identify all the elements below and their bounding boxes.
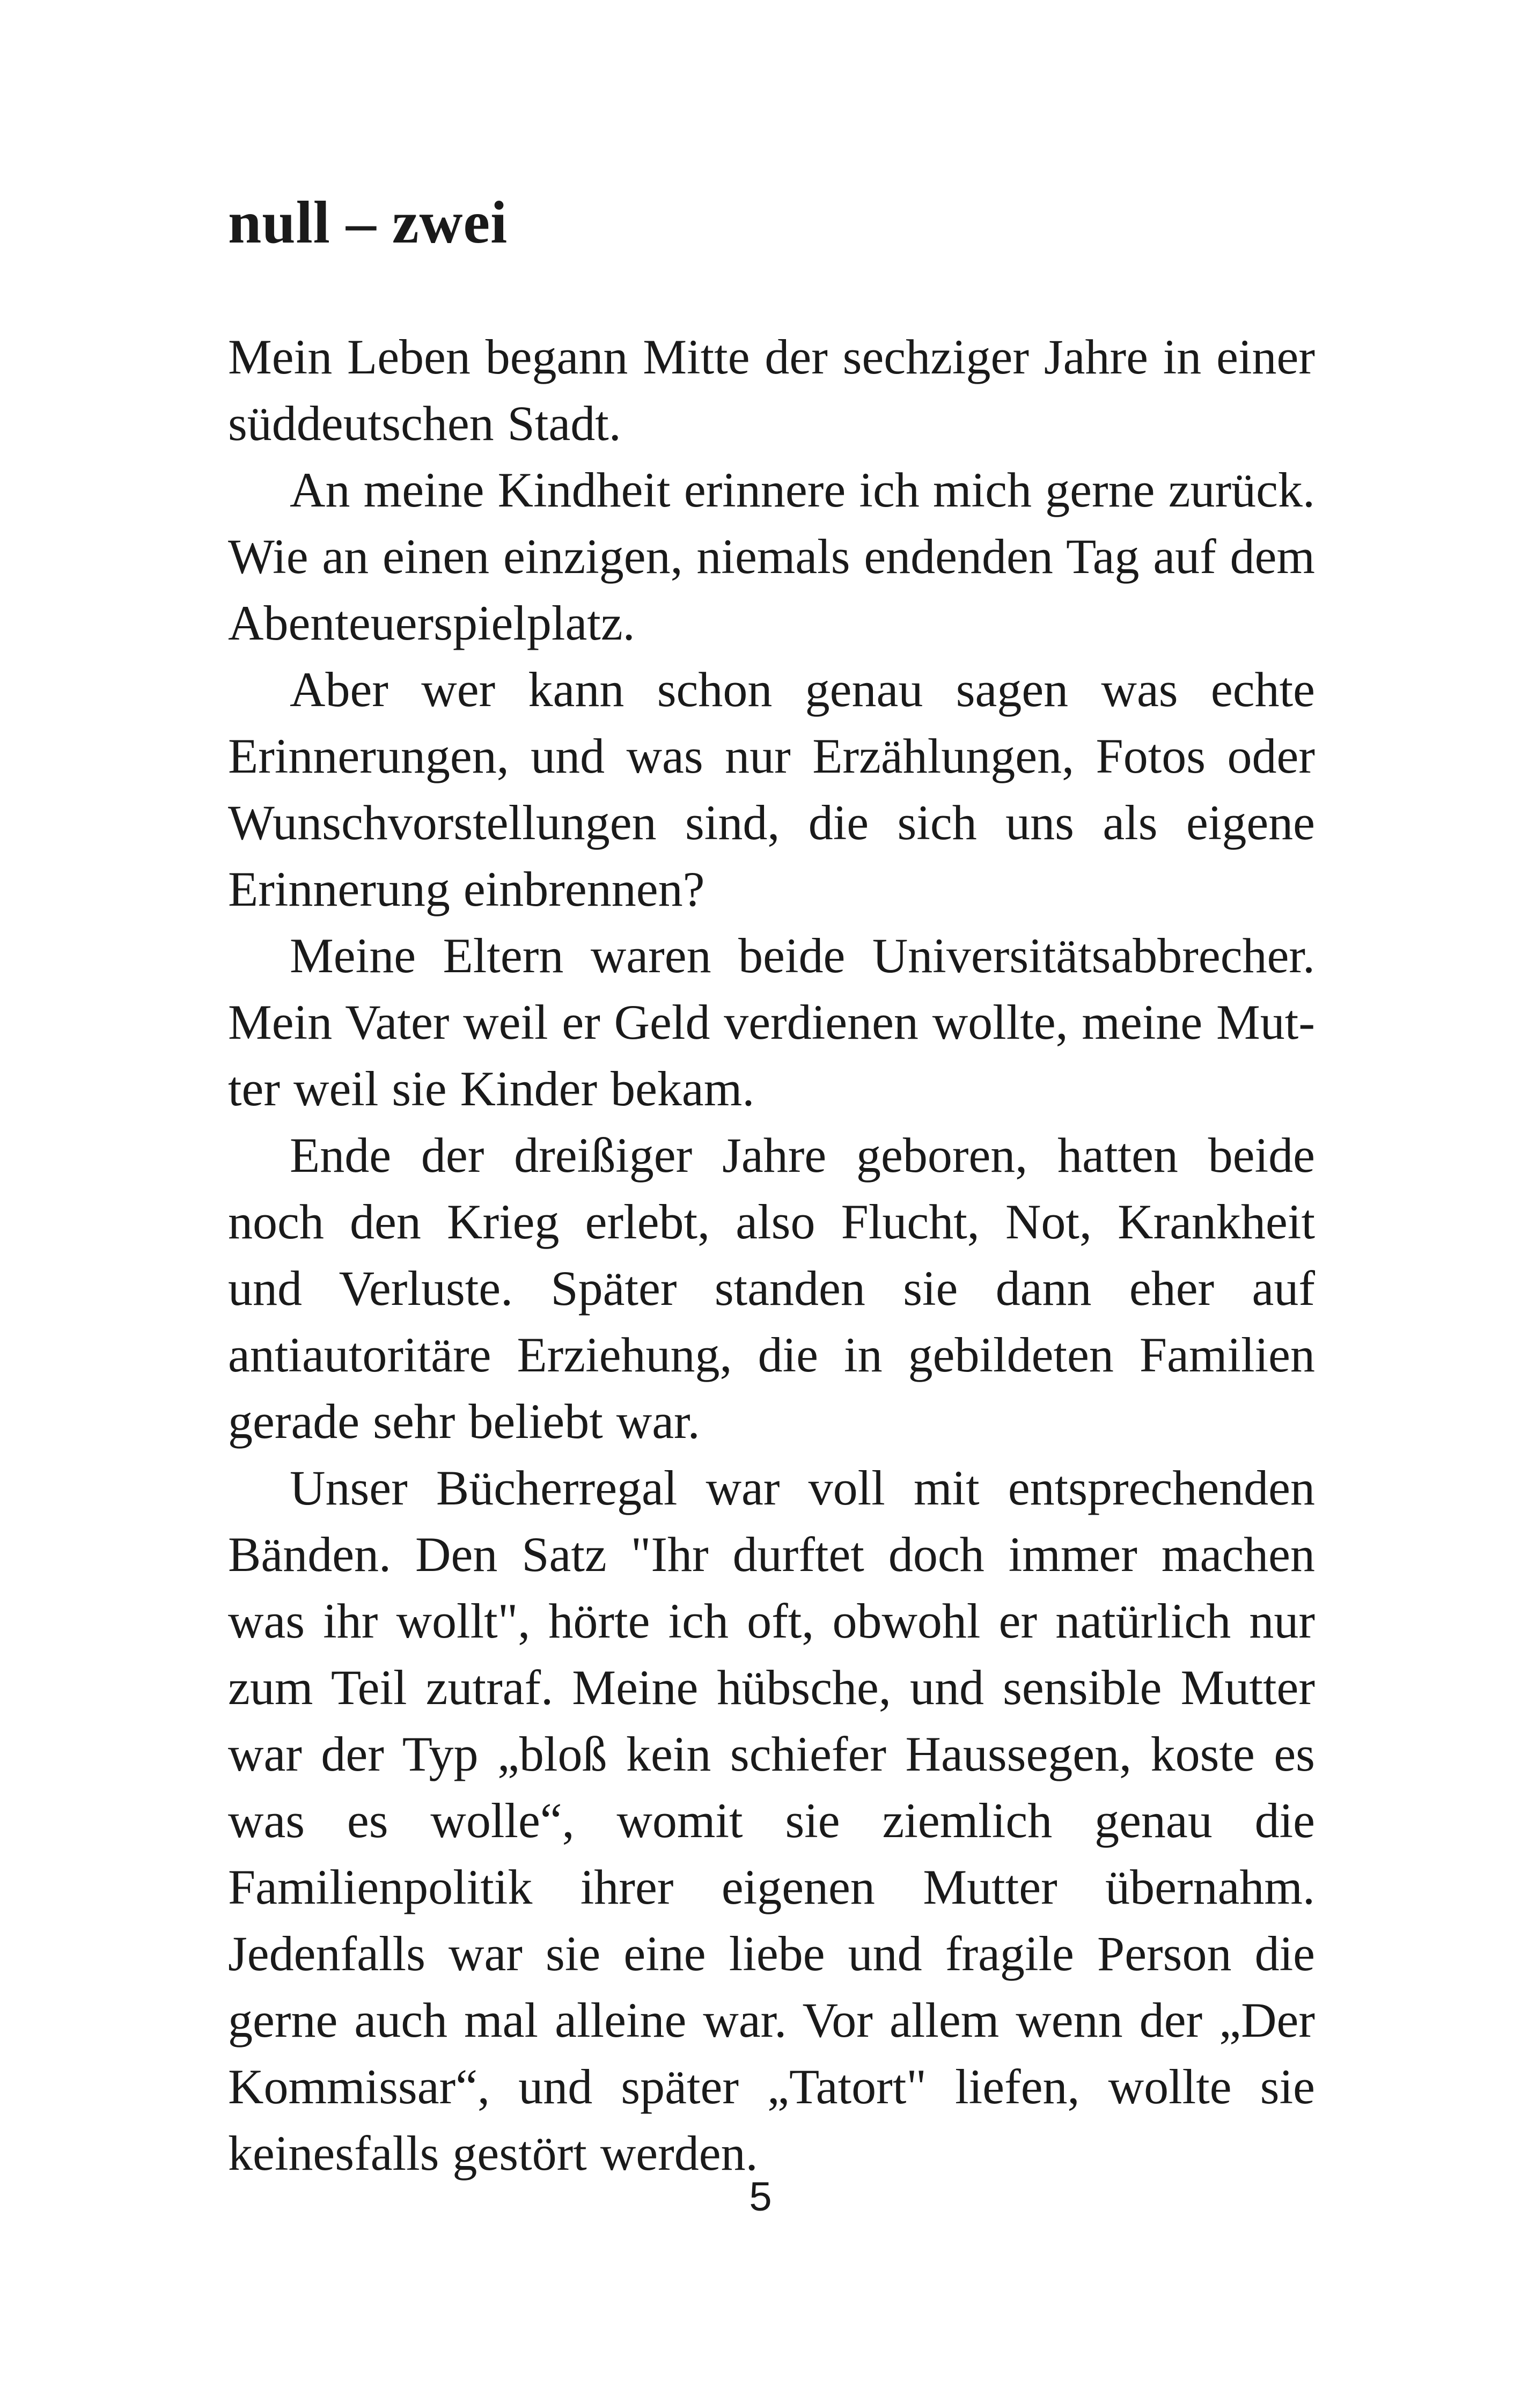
paragraph-3: Aber wer kann schon genau sagen was echte Erinnerungen, und was nur Erzählungen, Fotos oder Wunschvorstellungen sind, die sich uns als eigene Erinnerung einbrennen? [228, 662, 1315, 916]
chapter-title: null – zwei [228, 189, 508, 256]
paragraph-5: Ende der dreißiger Jahre geboren, hatten beide noch den Krieg erlebt, also Flucht, Not, Krankheit und Verluste. Später standen sie dann eher auf antiautoritäre Erziehung, die in gebildeten Familien gerade sehr beliebt war. [228, 1128, 1315, 1449]
chapter-body [228, 324, 1315, 2186]
paragraph-1: Mein Leben begann Mitte der sechziger Jahre in einer süddeutschen Stadt. [228, 329, 1315, 451]
page-number: 5 [749, 2174, 772, 2220]
paragraph-2: An meine Kindheit erinnere ich mich gerne zurück. Wie an einen einzigen, niemals endenden Tag auf dem Abenteuerspielplatz. [228, 462, 1315, 650]
paragraph-6: Unser Bücherregal war voll mit entsprechenden Bänden. Den Satz "Ihr durftet doch immer machen was ihr wollt", hörte ich oft, obwohl er natürlich nur zum Teil zutraf. Meine hübsche, und sensible Mutter war der Typ „bloß kein schiefer Haussegen, koste es was es wolle“, womit sie ziemlich genau die Familienpolitik ihrer eigenen Mutter übernahm. Jedenfalls war sie eine liebe und fragile Person die gerne auch mal alleine war. Vor allem wenn der „Der Kommissar“, und später „Tatort" liefen, wollte sie keinesfalls gestört werden. [228, 1460, 1315, 2181]
paragraph-4: Meine Eltern waren beide Universitätsabbrecher. Mein Vater weil er Geld verdienen wollte, meine Mutter weil sie Kinder bekam. [228, 928, 1315, 1116]
